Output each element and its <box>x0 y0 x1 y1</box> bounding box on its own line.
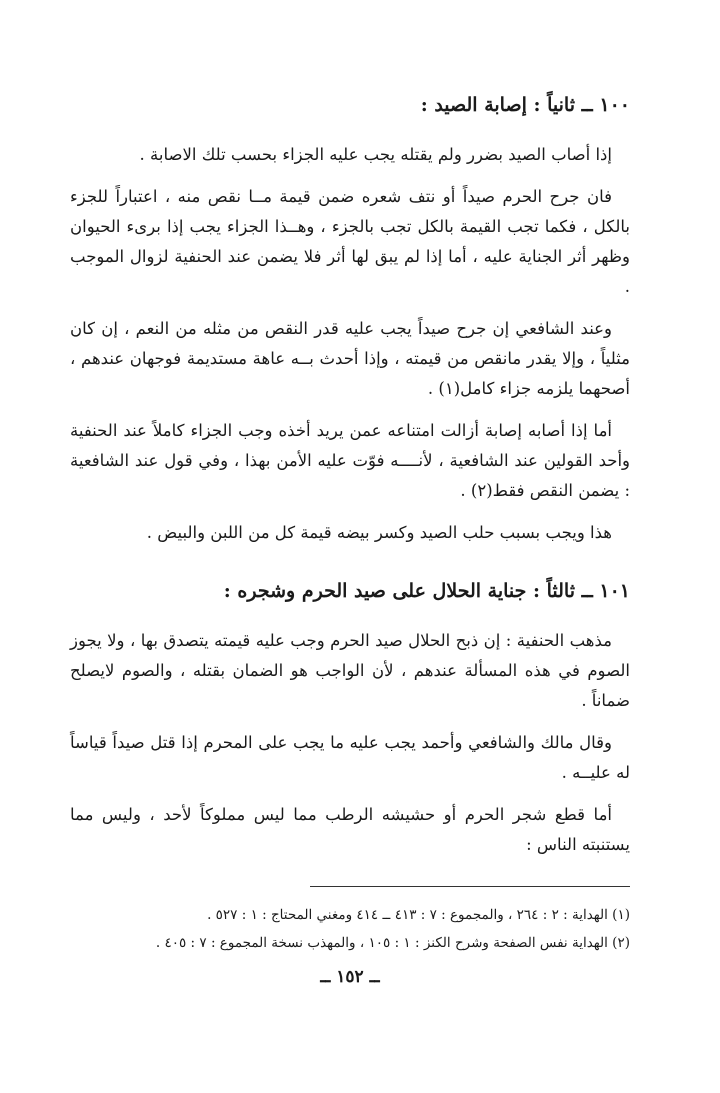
paragraph: إذا أصاب الصيد بضرر ولم يقتله يجب عليه الجزاء بحسب تلك الاصابة . <box>139 145 612 164</box>
footnote-ref-1: (١) . <box>427 379 461 398</box>
paragraph: مذهب الحنفية : إن ذبح الحلال صيد الحرم وجب عليه قيمته يتصدق بها ، ولا يجوز الصوم في هذه المسألة عندهم ، لأن الواجب هو الضمان بقتله ، والصوم لايصلح ضماناً . <box>70 631 630 710</box>
page-content <box>70 80 630 987</box>
paragraph: هذا ويجب بسبب حلب الصيد وكسر بيضه قيمة كل من اللبن والبيض . <box>146 523 612 542</box>
footnote: (١) الهداية : ٢ : ٢٦٤ ، والمجموع : ٧ : ٤١٣ ــ ٤١٤ ومغني المحتاج : ١ : ٥٢٧ . <box>207 907 630 923</box>
paragraph: فان جرح الحرم صيداً أو نتف شعره ضمن قيمة مــا نقص منه ، اعتباراً للجزء بالكل ، فكما تجب القيمة بالكل تجب بالجزء ، وهــذا الجزاء يجب إذا برىء الحيوان وظهر أثر الجناية عليه ، أما إذا لم يبق لها أثر فلا يضمن عند الحنفية لزوال الموجب . <box>70 187 630 296</box>
footnote-divider <box>310 886 630 887</box>
paragraph <box>70 314 630 404</box>
paragraph-text: أما إذا أصابه إصابة أزالت امتناعه عمن يريد أخذه وجب الجزاء كاملاً عند الحنفية وأحد القولين عند الشافعية ، لأنــــه فوّت عليه الأمن بهذا ، وفي قول عند الشافعية : يضمن النقص فقط <box>70 421 630 500</box>
footnote: (٢) الهداية نفس الصفحة وشرح الكنز : ١ : ١٠٥ ، والمهذب نسخة المجموع : ٧ : ٤٠٥ . <box>155 935 630 951</box>
section-101-heading: ١٠١ ــ ثالثاً : جناية الحلال على صيد الحرم وشجره : <box>223 580 630 602</box>
paragraph <box>70 416 630 506</box>
paragraph: وقال مالك والشافعي وأحمد يجب عليه ما يجب على المحرم إذا قتل صيداً قياساً له عليــه . <box>70 733 630 782</box>
section-100-heading: ١٠٠ ــ ثانياً : إصابة الصيد : <box>420 94 630 116</box>
paragraph-text: وعند الشافعي إن جرح صيداً يجب عليه قدر النقص من مثله من النعم ، إن كان مثلياً ، وإلا يقدر مانقص من قيمته ، وإذا أحدث بــه عاهة مستديمة فوجهان عندهم ، أصحهما يلزمه جزاء كامل <box>70 319 630 398</box>
paragraph: أما قطع شجر الحرم أو حشيشه الرطب مما ليس مملوكاً لأحد ، وليس مما يستنبته الناس : <box>70 805 630 854</box>
page-number: ــ ١٥٢ ــ <box>320 967 380 987</box>
footnote-ref-2: (٢) . <box>460 481 493 500</box>
